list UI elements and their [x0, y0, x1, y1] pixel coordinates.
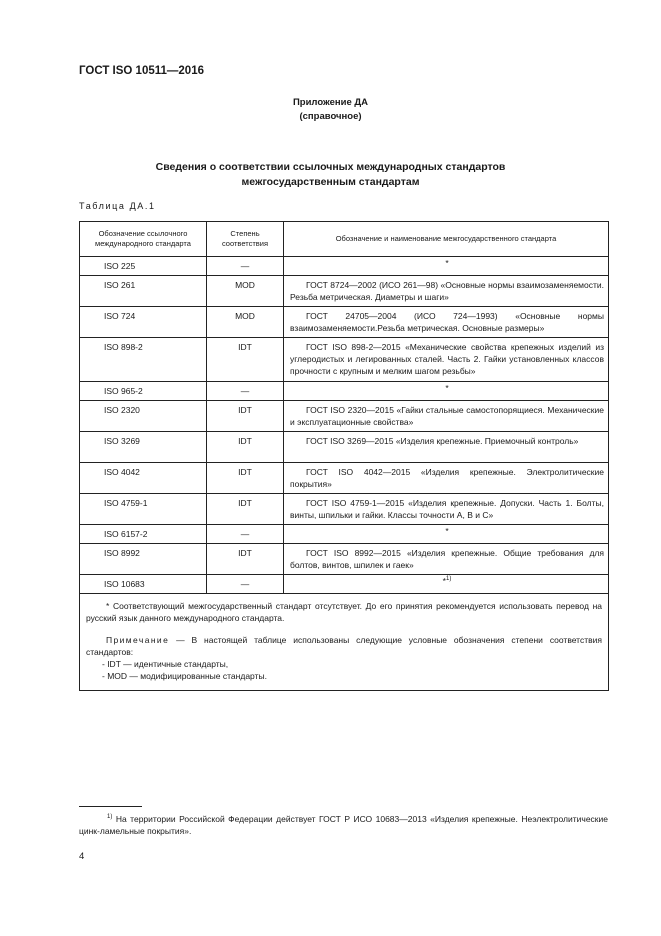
section-heading — [0, 160, 661, 190]
cell-name-text: ГОСТ 8724—2002 (ИСО 261—98) «Основные нормы взаимозаменяемости. Резьба метрическая. Диаметры и шаги» — [290, 280, 604, 302]
cell-name — [284, 544, 609, 575]
annex-block — [0, 96, 661, 124]
table-row — [80, 338, 609, 382]
cell-name — [284, 276, 609, 307]
footnote-ref: 1) — [445, 576, 452, 583]
table-row — [80, 544, 609, 575]
cell-standard: ISO 724 — [80, 307, 207, 338]
table-note-cell — [80, 594, 609, 691]
cell-degree: IDT — [207, 401, 284, 432]
cell-name-text: ГОСТ 24705—2004 (ИСО 724—1993) «Основные нормы взаимозаменяемости.Резьба метрическая. Основные размеры» — [290, 311, 604, 333]
header-interstate-standard: Обозначение и наименование межгосударственного стандарта — [284, 222, 609, 257]
cell-name-text: ГОСТ ISO 3269—2015 «Изделия крепежные. Приемочный контроль» — [306, 436, 579, 446]
table-row — [80, 276, 609, 307]
table-row — [80, 463, 609, 494]
page-number: 4 — [79, 851, 85, 862]
cell-name — [284, 338, 609, 382]
standards-table — [79, 221, 609, 691]
section-heading-line-2: межгосударственным стандартам — [241, 176, 420, 188]
table-row — [80, 575, 609, 594]
cell-degree: — — [207, 257, 284, 276]
cell-name-star: * — [442, 576, 446, 586]
cell-degree: — — [207, 525, 284, 544]
document-code: ГОСТ ISO 10511—2016 — [79, 65, 204, 77]
section-heading-line-1: Сведения о соответствии ссылочных международных стандартов — [155, 161, 506, 173]
cell-name-text: ГОСТ ISO 898-2—2015 «Механические свойства крепежных изделий из углеродистых и легированных сталей. Часть 2. Гайки установленных классов прочности с крупным и мелким шагом резьбы» — [290, 342, 604, 376]
table-note-row — [80, 594, 609, 691]
annex-title: Приложение ДА — [292, 97, 369, 108]
annex-subtitle: (справочное) — [299, 111, 362, 122]
cell-name — [284, 463, 609, 494]
cell-name — [284, 401, 609, 432]
cell-degree: — — [207, 575, 284, 594]
cell-name: * — [284, 257, 609, 276]
cell-standard: ISO 3269 — [80, 432, 207, 463]
cell-name: * — [284, 525, 609, 544]
cell-name-text: ГОСТ ISO 2320—2015 «Гайки стальные самостопорящиеся. Механические и эксплуатационные свойства» — [290, 405, 604, 427]
note-text: — В настоящей таблице использованы следующие условные обозначения степени соответствия стандартов: — [86, 635, 602, 657]
table-note — [86, 634, 602, 658]
cell-degree: IDT — [207, 544, 284, 575]
table-row — [80, 494, 609, 525]
cell-name-text: ГОСТ ISO 8992—2015 «Изделия крепежные. Общие требования для болтов, винтов, шпилек и гаек» — [290, 548, 604, 570]
star-explanation-text: Соответствующий межгосударственный стандарт отсутствует. До его принятия рекомендуется использовать перевод на русский язык данного международного стандарта. — [86, 601, 603, 623]
cell-standard: ISO 965-2 — [80, 382, 207, 401]
cell-degree: — — [207, 382, 284, 401]
cell-degree: IDT — [207, 494, 284, 525]
footnote — [79, 813, 608, 837]
note-label: Примечание — [106, 635, 170, 645]
list-item: - IDT — идентичные стандарты, — [102, 659, 229, 669]
cell-name — [284, 494, 609, 525]
cell-degree: IDT — [207, 463, 284, 494]
table-row — [80, 525, 609, 544]
list-item: - MOD — модифицированные стандарты. — [102, 671, 267, 681]
table-row — [80, 432, 609, 463]
cell-standard: ISO 6157-2 — [80, 525, 207, 544]
star-explanation: * Соответствующий межгосударственный стандарт отсутствует. До его принятия рекомендуется использовать перевод на русский язык данного международного стандарта. — [86, 601, 603, 623]
cell-degree: IDT — [207, 338, 284, 382]
cell-name — [284, 575, 609, 594]
cell-degree: IDT — [207, 432, 284, 463]
cell-name: * — [284, 382, 609, 401]
table-row — [80, 257, 609, 276]
cell-standard: ISO 225 — [80, 257, 207, 276]
footnote-mark: 1) — [107, 814, 113, 821]
cell-standard: ISO 4759-1 — [80, 494, 207, 525]
header-intl-standard: Обозначение ссылочного международного стандарта — [80, 222, 207, 257]
cell-standard: ISO 898-2 — [80, 338, 207, 382]
header-degree: Степень соответствия — [207, 222, 284, 257]
footnote-divider — [79, 806, 142, 807]
cell-standard: ISO 261 — [80, 276, 207, 307]
cell-name — [284, 432, 609, 463]
table-row — [80, 382, 609, 401]
cell-name-text: ГОСТ ISO 4042—2015 «Изделия крепежные. Электролитические покрытия» — [290, 467, 604, 489]
footnote-text-block — [79, 813, 608, 837]
table-row — [80, 401, 609, 432]
cell-standard: ISO 10683 — [80, 575, 207, 594]
cell-standard: ISO 2320 — [80, 401, 207, 432]
standards-table-wrapper — [79, 221, 608, 691]
cell-standard: ISO 4042 — [80, 463, 207, 494]
table-header-row — [80, 222, 609, 257]
cell-name — [284, 307, 609, 338]
cell-name-text: ГОСТ ISO 4759-1—2015 «Изделия крепежные. Допуски. Часть 1. Болты, винты, шпильки и гайки. Классы точности A, B и C» — [290, 498, 604, 520]
cell-standard: ISO 8992 — [80, 544, 207, 575]
footnote-text: На территории Российской Федерации действует ГОСТ Р ИСО 10683—2013 «Изделия крепежные. Неэлектролитические цинк-ламельные покрытия». — [79, 814, 608, 836]
cell-degree: MOD — [207, 307, 284, 338]
table-row — [80, 307, 609, 338]
table-label: Таблица ДА.1 — [79, 201, 156, 211]
cell-degree: MOD — [207, 276, 284, 307]
